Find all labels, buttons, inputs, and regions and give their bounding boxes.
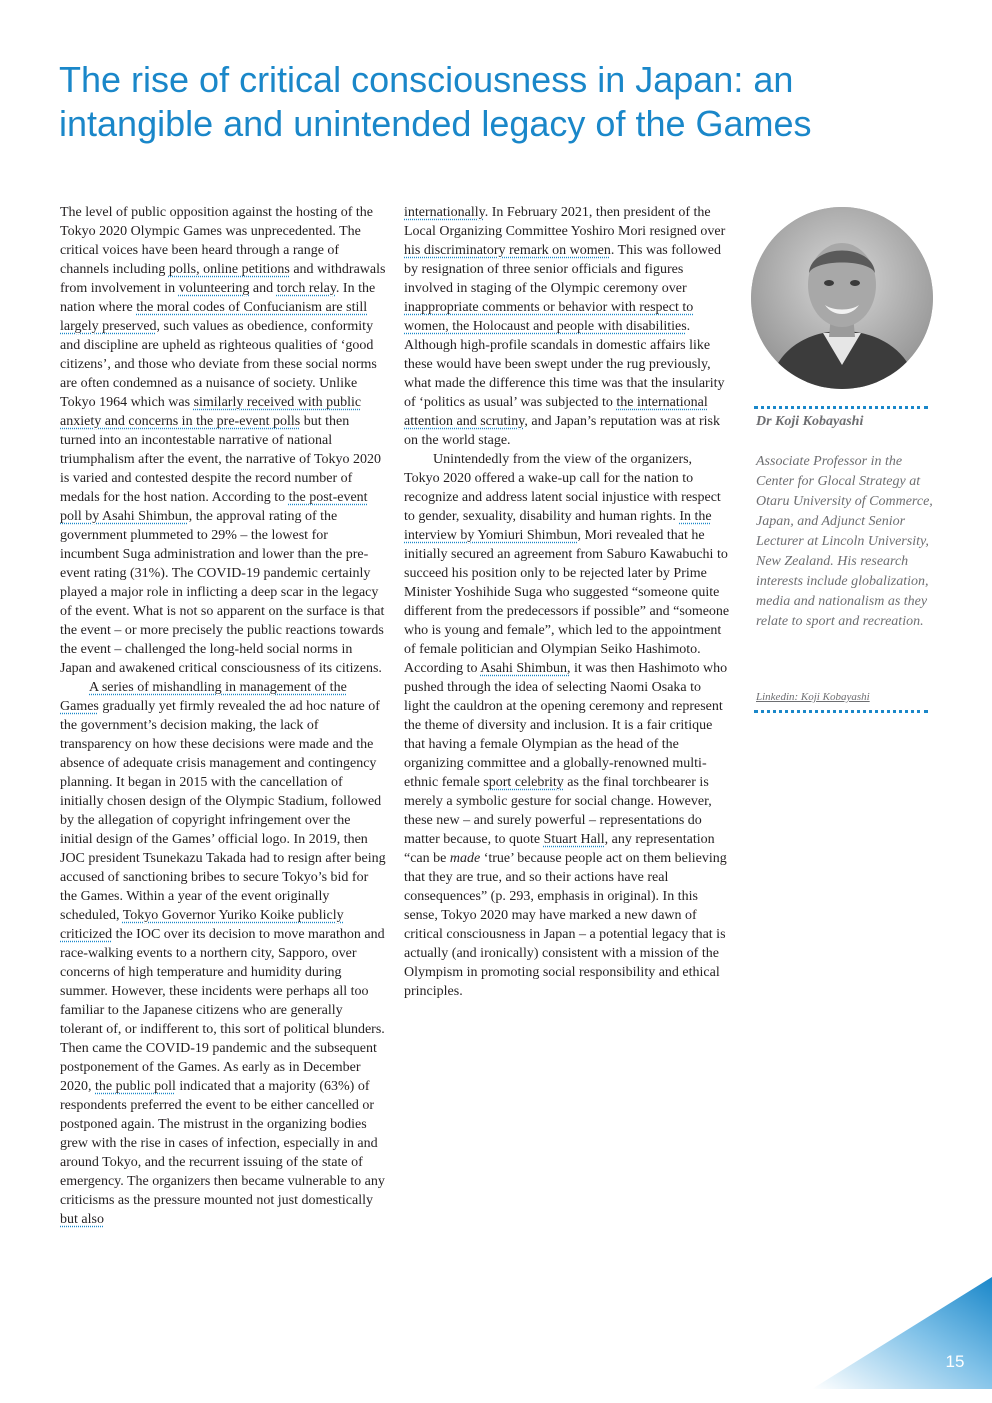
article-link[interactable]: torch relay [276,281,336,296]
body-text: . In the nation where [60,281,376,315]
paragraph [404,450,730,1001]
body-text: made [449,851,481,866]
article-link[interactable]: the public poll [95,1079,176,1094]
body-text: The level of public opposition against the hosting of the Tokyo 2020 Olympic Games was unprecedented. The critical voices have been heard through a range of channels including [60,205,373,277]
article-link[interactable]: polls, online petitions [168,262,290,277]
body-text: indicated that a majority (63%) of respondents preferred the event to be either cancelled or postponed again. The mistrust in the organizing bodies grew with the rise in cases of infection, especially in and around Tokyo, and the recurrent issuing of the state of emergency. The organizers then became vulnerable to any criticisms as the pressure mounted not just domestically [60,1079,385,1208]
author-bio: Associate Professor in the Center for Glocal Strategy at Otaru University of Commerce, Japan, and Adjunct Senior Lecturer at Lincoln University, New Zealand. His research interests include globalization, media and nationalism as they relate to sport and recreation. [756,454,933,629]
article-link[interactable]: similarly received with public anxiety and concerns in the pre-event polls [60,395,362,429]
article-link[interactable]: Tokyo Governor Yuriko Koike publicly criticized [60,908,344,942]
article-link[interactable]: port celebrity [488,775,564,790]
linkedin-link[interactable]: Linkedin: Koji Kobayashi [756,691,870,703]
body-text: , Mori revealed that he initially secured an agreement from Saburo Kawabuchi to succeed his position only to be rejected later by Prime Minister Yoshihide Suga who suggested “someone quite different from the predecessors if possible” and “someone who is young and female”, which led to the appointment of female politician and Olympian Seiko Hashimoto. According to [404,528,730,676]
article-column-2 [404,203,730,1001]
body-text: . This was followed by resignation of three senior officials and figures involved in staging of the Olympic ceremony over [404,243,722,296]
paragraph [60,203,386,678]
article-link[interactable]: A series of mishandling in management of the Games [60,680,347,714]
article-link[interactable]: the international attention and scrutiny [404,395,708,429]
body-text: the IOC over its decision to move marathon and race-walking events to a northern city, Sapporo, over concerns of high temperature and humidity during summer. However, these incidents were perhaps all too familiar to the Japanese citizens who are generally tolerant of, or indifferent to, this sort of political blunders. Then came the COVID-19 pandemic and the subsequent postponement of the Games. As early as in December 2020, [60,927,385,1094]
body-text: , and Japan’s reputation was at risk on the world stage. [404,414,720,448]
author-divider-bottom [754,710,928,713]
article-title: The rise of critical consciousness in Japan: an intangible and unintended legacy of the Games [59,59,812,144]
body-text: , any representation “can be [404,832,715,866]
article-column-1 [60,203,386,1229]
body-text: it was then Hashimoto who pushed through the idea of selecting Naomi Osaka to light the cauldron at the opening ceremony and represent the theme of diversity and inclusion. It is a fair critique that having a female Olympian as the head of the organizing committee and a globally-renowned multi-ethnic female s [404,661,728,790]
body-text: as the final torchbearer is merely a symbolic gesture for social change. However, these new – and surely powerful – representations do matter because, to quote [404,775,712,847]
article-link[interactable]: the post-event poll by Asahi Shimbun [60,490,368,524]
article-link[interactable]: but also [60,1212,104,1227]
body-text: but then turned into an incontestable narrative of national triumphalism after the event, the narrative of Tokyo 2020 is varied and contested despite the record number of medals for the host nation. According to [60,414,382,505]
article-link[interactable]: his discriminatory remark on women [404,243,611,258]
portrait-icon [751,207,933,389]
body-text: , such values as obedience, conformity and discipline are upheld as righteous qualities of ‘good citizens’, and those who deviate from these social norms are often condemned as a nuisance of society. Unlike Tokyo 1964 which was [60,319,377,410]
body-text: . In February 2021, then president of the Local Organizing Committee Yoshiro Mori resigned over [404,205,726,239]
article-link[interactable]: In the interview by Yomiuri Shimbun [404,509,712,543]
paragraph [404,203,730,450]
author-name: Dr Koji Kobayashi [756,414,864,429]
body-text: , the approval rating of the government plummeted to 29% – the lowest for incumbent Suga administration and lower than the pre-event rating (31%). The COVID-19 pandemic certainly played a major role in inflicting a deep scar in the legacy of the event. What is not so apparent on the surface is that the event – or more precisely the public reactions towards the event – challenged the long-held social norms in Japan and awakened critical consciousness of its citizens. [60,509,385,676]
paragraph [60,678,386,1229]
article-link[interactable]: Stuart Hall [543,832,605,847]
author-photo [751,207,933,389]
body-text: . Although high-profile scandals in domestic affairs like these would have been swept under the rug previously, what made the difference this time was that the insularity of ‘politics as usual’ was subjected to [404,319,725,410]
body-text: and withdrawals from involvement in [60,262,386,296]
page-number: 15 [945,1352,965,1371]
article-link[interactable]: inappropriate comments or behavior with respect to women, the Holocaust and people with disabilities [404,300,694,334]
body-text: gradually yet firmly revealed the ad hoc nature of the government’s decision making, the lack of transparency on how these decisions were made and the absence of adequate crisis management and contingency planning. It began in 2015 with the cancellation of initially chosen design of the Olympic Stadium, followed by the allegation of copyright infringement over the initial design of the Games’ official logo. In 2019, then JOC president Tsunekazu Takada had to resign after being accused of sanctioning bribes to secure Tokyo’s bid for the Games. Within a year of the event originally scheduled, [60,699,386,923]
article-link[interactable]: internationally [404,205,485,220]
corner-triangle-decoration [812,1277,992,1389]
article-link[interactable]: Asahi Shimbun, [480,661,571,676]
body-text: Unintendedly from the view of the organizers, Tokyo 2020 offered a wake-up call for the nation to recognize and address latent social injustice with respect to gender, sexuality, disability and human rights. [404,452,721,524]
author-divider-top [754,406,928,409]
body-text: ‘true’ because people act on them believing that they are true, and so their actions have real consequences” (p. 293, emphasis in original). In this sense, Tokyo 2020 may have marked a new dawn of critical consciousness in Japan – a potential legacy that is actually (and ironically) consistent with a mission of the Olympism in promoting social responsibility and ethical principles. [404,851,727,999]
article-link[interactable]: volunteering [178,281,250,296]
article-link[interactable]: the moral codes of Confucianism are still largely preserved [60,300,368,334]
body-text: and [249,281,277,296]
